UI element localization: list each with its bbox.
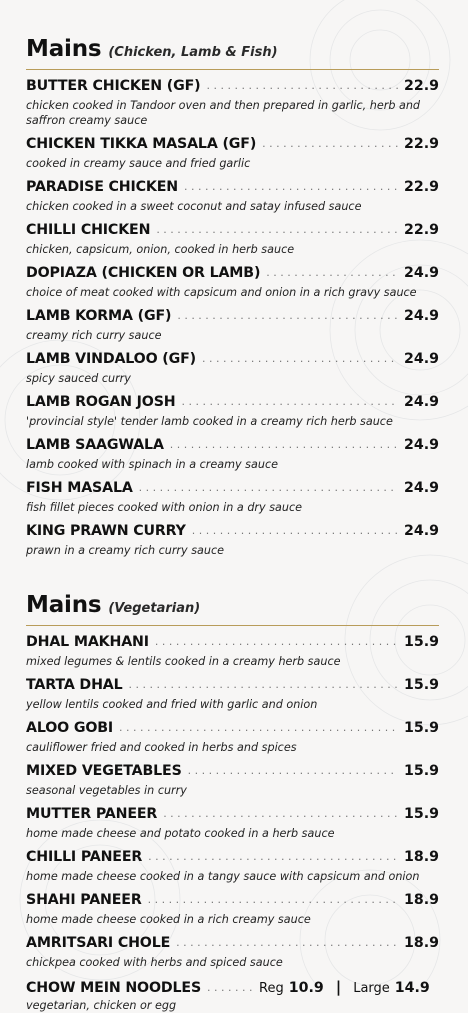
item-description: seasonal vegetables in curry (26, 784, 187, 797)
leader-dots (176, 937, 398, 948)
leader-dots (163, 808, 398, 819)
item-price: 24.9 (403, 480, 439, 496)
item-price: 15.9 (403, 720, 439, 736)
variant-regular (259, 980, 324, 996)
item-description: cauliflower fried and cooked in herbs and spices (26, 741, 297, 754)
item-price: 24.9 (403, 308, 439, 324)
item-price: 24.9 (403, 523, 439, 539)
item-description: chickpea cooked with herbs and spiced sauce (26, 956, 283, 969)
item-description: home made cheese cooked in a tangy sauce with capsicum and onion (26, 870, 420, 883)
menu-item (26, 265, 439, 300)
item-description: 'provincial style' tender lamb cooked in a creamy rich herb sauce (26, 415, 393, 428)
leader-dots (266, 267, 398, 278)
item-name: CHILLI CHICKEN (26, 222, 151, 238)
menu-item (26, 523, 439, 558)
item-name: LAMB KORMA (GF) (26, 308, 172, 324)
leader-dots (148, 894, 398, 905)
item-price: 15.9 (403, 806, 439, 822)
item-name: LAMB VINDALOO (GF) (26, 351, 196, 367)
leader-dots (148, 851, 398, 862)
item-name: CHICKEN TIKKA MASALA (GF) (26, 136, 257, 152)
menu-item (26, 136, 439, 171)
item-name: MUTTER PANEER (26, 806, 158, 822)
leader-dots (202, 353, 398, 364)
leader-dots (188, 765, 398, 776)
item-description: creamy rich curry sauce (26, 329, 162, 342)
item-price: 18.9 (403, 849, 439, 865)
section-mains-chicken-lamb-fish (26, 0, 439, 558)
item-description: chicken cooked in Tandoor oven and then prepared in garlic, herb and saffron creamy sauce (26, 99, 421, 127)
leader-dots (182, 396, 398, 407)
menu-item (26, 179, 439, 214)
menu-item (26, 634, 439, 669)
menu-item-chow-mein-noodles (26, 978, 439, 1013)
menu-item (26, 763, 439, 798)
leader-dots (129, 679, 398, 690)
menu-item (26, 806, 439, 841)
leader-dots (184, 181, 398, 192)
item-price: 22.9 (403, 78, 439, 94)
leader-dots (207, 80, 398, 91)
variant-price: 10.9 (288, 980, 324, 996)
item-name: MIXED VEGETABLES (26, 763, 182, 779)
item-name: AMRITSARI CHOLE (26, 935, 171, 951)
item-description: yellow lentils cooked and fried with garlic and onion (26, 698, 318, 711)
item-price: 15.9 (403, 634, 439, 650)
leader-dots (177, 310, 398, 321)
item-name: FISH MASALA (26, 480, 133, 496)
section-title-main: Mains (26, 592, 102, 618)
item-price: 18.9 (403, 935, 439, 951)
leader-dots (192, 525, 398, 536)
item-name: ALOO GOBI (26, 720, 114, 736)
item-price: 24.9 (403, 265, 439, 281)
item-price: 18.9 (403, 892, 439, 908)
menu-item (26, 892, 439, 927)
section-title-subtitle: (Chicken, Lamb & Fish) (108, 45, 278, 60)
item-name: PARADISE CHICKEN (26, 179, 179, 195)
variant-price: 14.9 (394, 980, 430, 996)
item-price: 24.9 (403, 437, 439, 453)
item-description: cooked in creamy sauce and fried garlic (26, 157, 251, 170)
item-name: LAMB ROGAN JOSH (26, 394, 176, 410)
item-price: 22.9 (403, 222, 439, 238)
item-price: 22.9 (403, 179, 439, 195)
item-name: LAMB SAAGWALA (26, 437, 164, 453)
menu-item (26, 849, 439, 884)
section-title-main: Mains (26, 36, 102, 62)
item-description: vegetarian, chicken or egg (26, 999, 177, 1012)
leader-dots (156, 224, 398, 235)
variant-label: Reg (259, 981, 284, 996)
item-description: fish fillet pieces cooked with onion in a dry sauce (26, 501, 303, 514)
variant-separator: | (335, 978, 342, 996)
leader-dots (155, 636, 398, 647)
menu-item (26, 935, 439, 970)
item-price: 22.9 (403, 136, 439, 152)
leader-dots (139, 482, 398, 493)
item-description: home made cheese and potato cooked in a herb sauce (26, 827, 335, 840)
section-title (26, 594, 439, 617)
item-name: TARTA DHAL (26, 677, 123, 693)
item-name: DOPIAZA (CHICKEN OR LAMB) (26, 265, 261, 281)
item-name: KING PRAWN CURRY (26, 523, 186, 539)
leader-dots (262, 138, 398, 149)
variant-large (353, 980, 430, 996)
item-description: chicken cooked in a sweet coconut and satay infused sauce (26, 200, 362, 213)
menu-item (26, 351, 439, 386)
item-name: CHILLI PANEER (26, 849, 143, 865)
item-name: CHOW MEIN NOODLES (26, 980, 202, 996)
menu-item (26, 308, 439, 343)
item-description: chicken, capsicum, onion, cooked in herb sauce (26, 243, 295, 256)
item-price: 15.9 (403, 763, 439, 779)
section-mains-vegetarian (26, 566, 439, 1013)
item-name: DHAL MAKHANI (26, 634, 149, 650)
menu-item (26, 78, 439, 128)
item-description: spicy sauced curry (26, 372, 131, 385)
menu-item (26, 222, 439, 257)
section-divider (26, 625, 439, 626)
menu-item (26, 720, 439, 755)
item-description: lamb cooked with spinach in a creamy sauce (26, 458, 278, 471)
section-title-subtitle: (Vegetarian) (108, 601, 201, 616)
item-name: BUTTER CHICKEN (GF) (26, 78, 201, 94)
leader-dots (119, 722, 398, 733)
section-title (26, 38, 439, 61)
variant-label: Large (353, 981, 390, 996)
section-divider (26, 69, 439, 70)
menu-item (26, 394, 439, 429)
item-price: 15.9 (403, 677, 439, 693)
item-price: 24.9 (403, 394, 439, 410)
item-price: 24.9 (403, 351, 439, 367)
item-description: mixed legumes & lentils cooked in a creamy herb sauce (26, 655, 341, 668)
menu-item (26, 437, 439, 472)
menu-item (26, 480, 439, 515)
item-description: choice of meat cooked with capsicum and onion in a rich gravy sauce (26, 286, 417, 299)
item-description: prawn in a creamy rich curry sauce (26, 544, 225, 557)
item-description: home made cheese cooked in a rich creamy sauce (26, 913, 311, 926)
leader-dots (170, 439, 398, 450)
menu-item (26, 677, 439, 712)
item-name: SHAHI PANEER (26, 892, 142, 908)
